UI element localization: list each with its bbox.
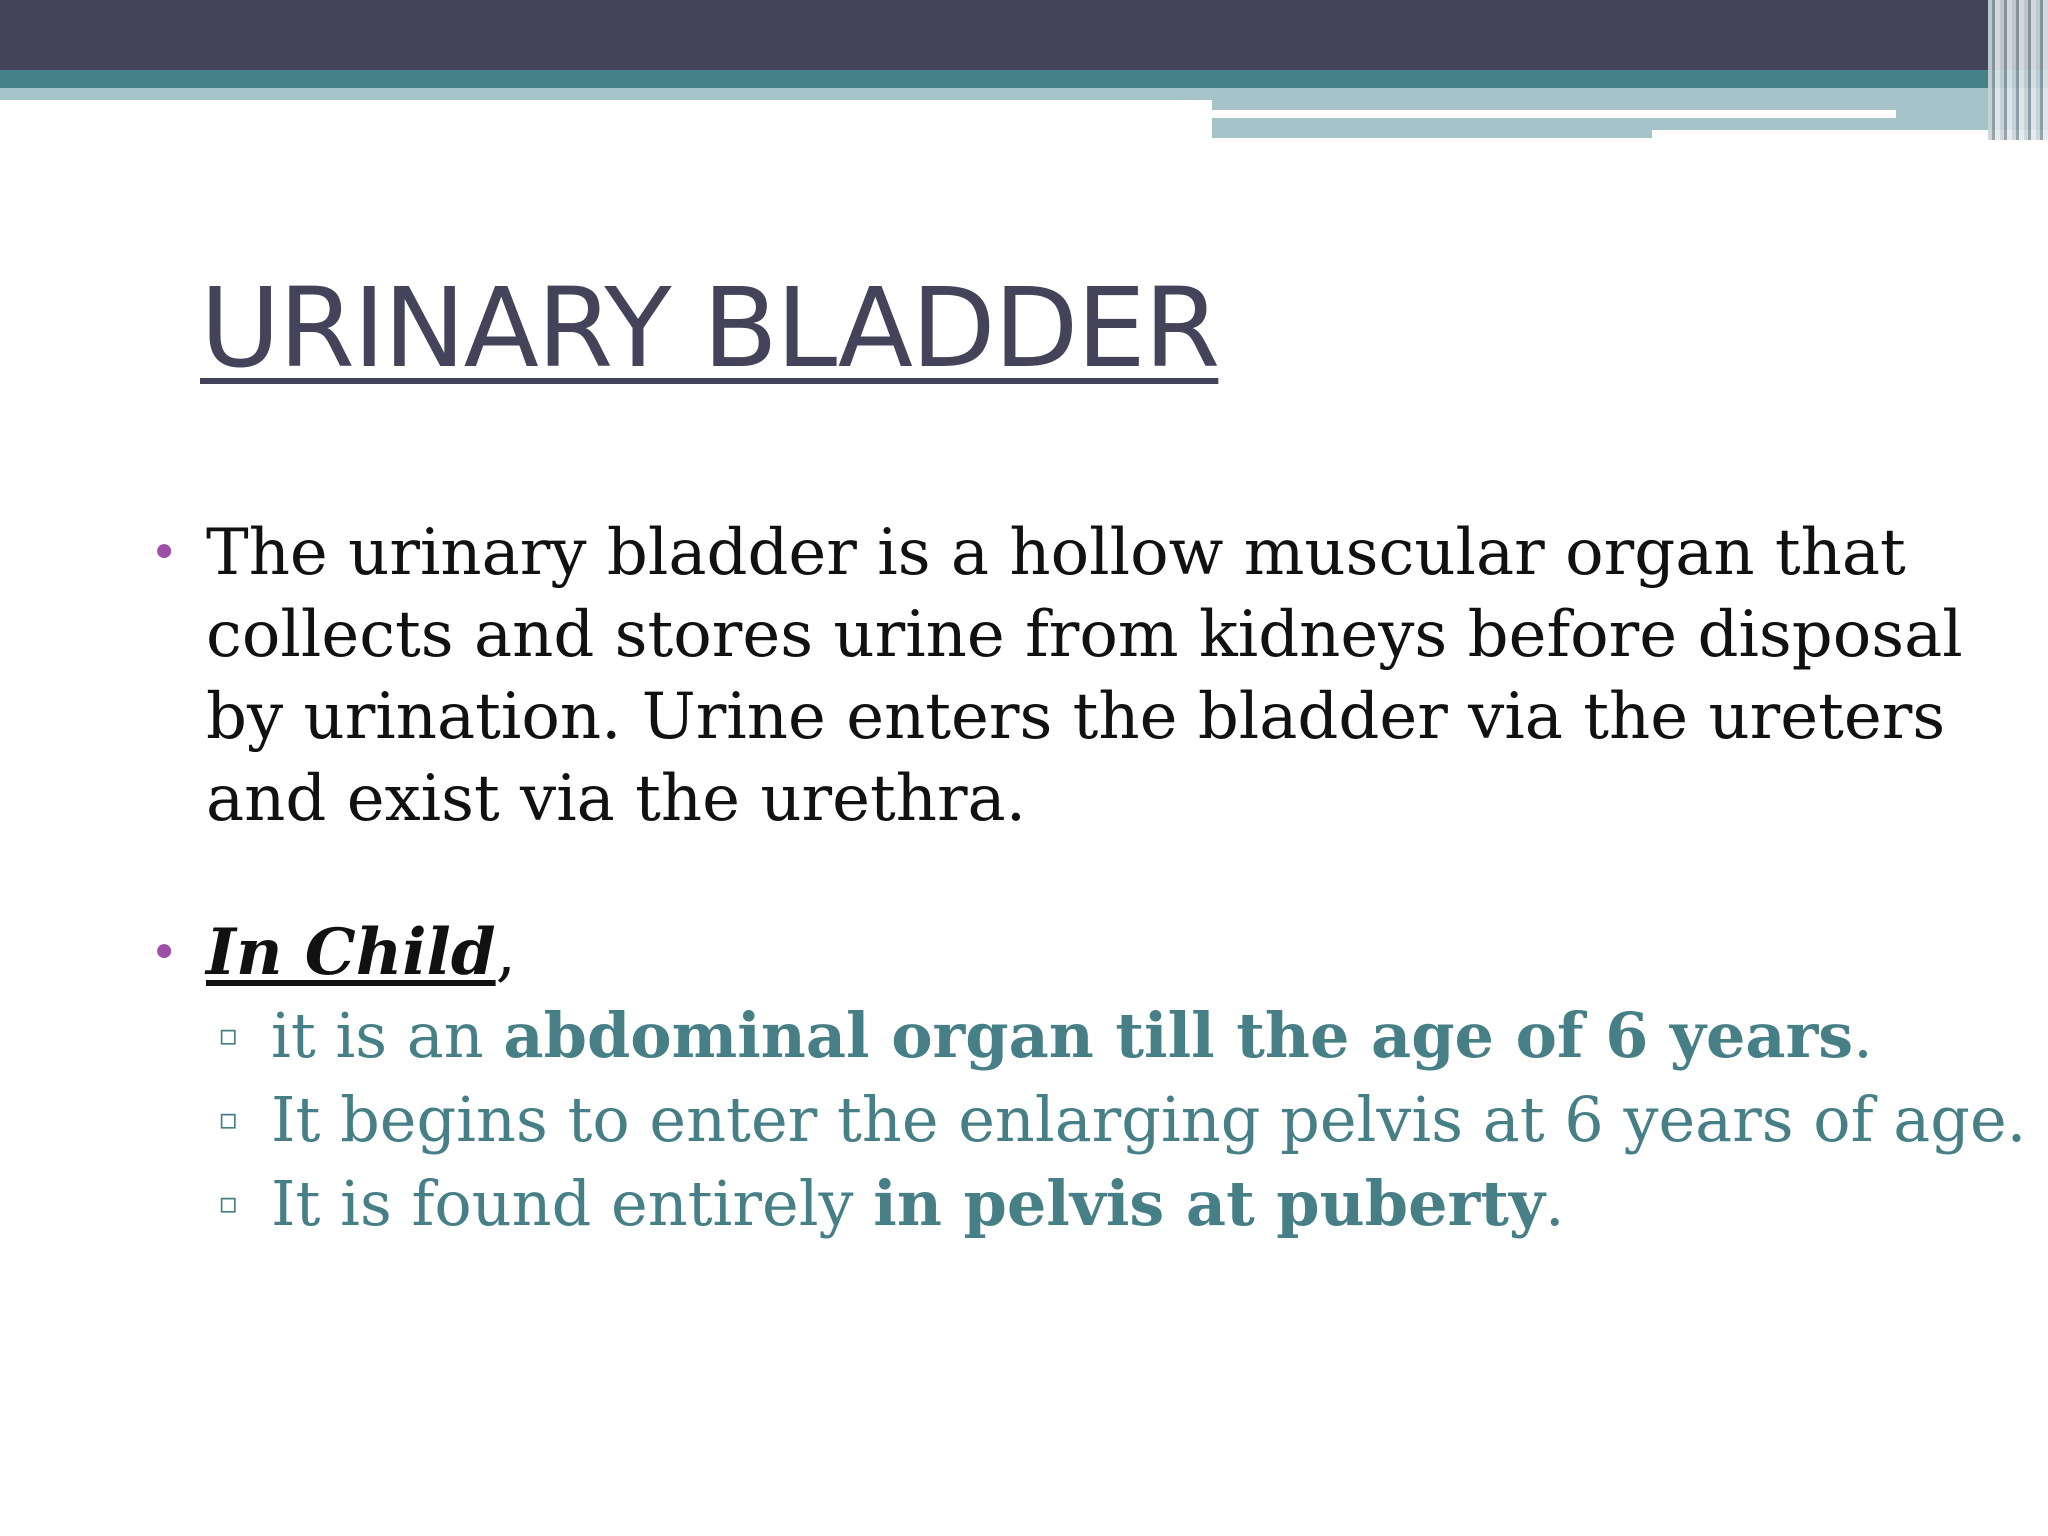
sub-item-suffix: . bbox=[1544, 1167, 1565, 1240]
bullet-in-child bbox=[140, 912, 2020, 994]
header-band-light bbox=[0, 88, 1212, 100]
sub-item-prefix: It is found entirely bbox=[271, 1167, 874, 1240]
header-band-right-line-1 bbox=[1212, 110, 1896, 118]
sub-item-puberty bbox=[140, 1162, 2020, 1246]
sub-item-prefix: It begins to enter the enlarging pelvis at 6 years of age. bbox=[271, 1083, 2027, 1156]
square-bullet-icon: ▫ bbox=[218, 1018, 239, 1053]
square-bullet-icon: ▫ bbox=[218, 1186, 239, 1221]
sub-item-enter-pelvis bbox=[140, 1078, 2027, 1162]
bullet-definition bbox=[140, 512, 2020, 840]
header-band-teal bbox=[0, 70, 2048, 90]
bullet-dot-icon: • bbox=[150, 925, 179, 981]
bullet-definition-text: The urinary bladder is a hollow muscular organ that collects and stores urine from kidneys before disposal by urination. Urine enters the bladder via the ureters and exist via the urethra. bbox=[206, 516, 1963, 836]
bullet-dot-icon: • bbox=[150, 525, 179, 581]
header-stripes-decoration bbox=[1988, 0, 2048, 140]
square-bullet-icon: ▫ bbox=[218, 1102, 239, 1137]
in-child-sublist bbox=[140, 994, 2027, 1246]
sub-item-suffix: . bbox=[1853, 999, 1873, 1072]
sub-item-emphasis: in pelvis at puberty bbox=[873, 1167, 1545, 1240]
in-child-comma: , bbox=[495, 916, 516, 990]
slide-content bbox=[140, 512, 2027, 1246]
slide-title: URINARY BLADDER bbox=[200, 264, 1219, 392]
in-child-label: In Child bbox=[206, 915, 496, 990]
header-band-dark bbox=[0, 0, 2048, 70]
sub-item-abdominal bbox=[140, 994, 2020, 1078]
sub-item-emphasis: abdominal organ till the age of 6 years bbox=[503, 999, 1854, 1072]
sub-item-prefix: it is an bbox=[271, 999, 504, 1072]
